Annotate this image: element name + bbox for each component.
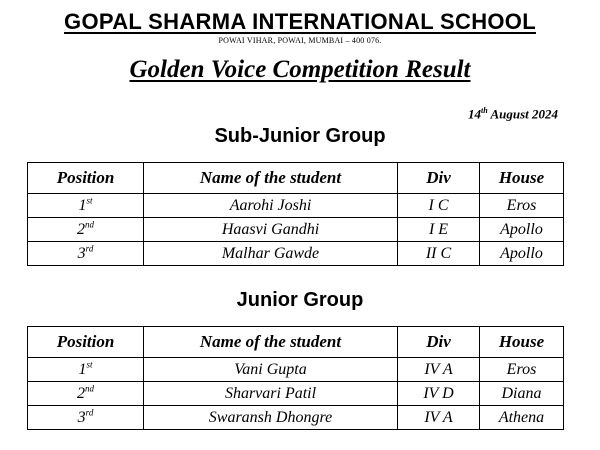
column-header-name: Name of the student <box>144 163 398 194</box>
position-cell <box>28 406 144 430</box>
house-cell: Eros <box>480 358 564 382</box>
student-name-cell: Aarohi Joshi <box>144 194 398 218</box>
house-cell: Eros <box>480 194 564 218</box>
position-suffix: rd <box>85 407 94 418</box>
result-date <box>468 106 558 122</box>
div-cell: IV D <box>398 382 480 406</box>
column-header-house: House <box>480 327 564 358</box>
position-suffix: nd <box>85 219 94 230</box>
position-number: 1 <box>78 196 87 214</box>
student-name-cell: Vani Gupta <box>144 358 398 382</box>
page-title: Golden Voice Competition Result <box>129 56 471 83</box>
column-header-div: Div <box>398 163 480 194</box>
column-header-name: Name of the student <box>144 327 398 358</box>
div-cell: IV A <box>398 358 480 382</box>
position-cell <box>28 242 144 266</box>
table-row <box>28 194 564 218</box>
column-header-div: Div <box>398 327 480 358</box>
position-suffix: rd <box>85 243 94 254</box>
position-suffix: st <box>86 359 93 370</box>
school-address: POWAI VIHAR, POWAI, MUMBAI – 400 076. <box>218 36 382 45</box>
table-header-row <box>28 327 564 358</box>
position-cell <box>28 358 144 382</box>
result-table-junior <box>27 326 564 430</box>
div-cell: IV A <box>398 406 480 430</box>
date-suffix: th <box>481 106 488 115</box>
house-cell: Apollo <box>480 218 564 242</box>
div-cell: I E <box>398 218 480 242</box>
table-row <box>28 242 564 266</box>
div-cell: II C <box>398 242 480 266</box>
column-header-position: Position <box>28 163 144 194</box>
position-number: 2 <box>77 384 85 402</box>
table-row <box>28 218 564 242</box>
student-name-cell: Swaransh Dhongre <box>144 406 398 430</box>
position-suffix: st <box>86 195 93 206</box>
student-name-cell: Haasvi Gandhi <box>144 218 398 242</box>
position-number: 3 <box>77 408 86 426</box>
group-heading-junior: Junior Group <box>236 289 364 311</box>
house-cell: Athena <box>480 406 564 430</box>
house-cell: Diana <box>480 382 564 406</box>
position-cell <box>28 194 144 218</box>
table-header-row <box>28 163 564 194</box>
result-table-sub-junior <box>27 162 564 266</box>
position-suffix: nd <box>85 383 94 394</box>
column-header-house: House <box>480 163 564 194</box>
column-header-position: Position <box>28 327 144 358</box>
school-name: GOPAL SHARMA INTERNATIONAL SCHOOL <box>64 9 536 34</box>
group-heading-sub-junior: Sub-Junior Group <box>214 125 386 147</box>
position-cell <box>28 218 144 242</box>
position-number: 1 <box>78 360 87 378</box>
student-name-cell: Sharvari Patil <box>144 382 398 406</box>
table-row <box>28 406 564 430</box>
student-name-cell: Malhar Gawde <box>144 242 398 266</box>
date-day: 14 <box>468 106 481 122</box>
position-number: 2 <box>77 220 85 238</box>
div-cell: I C <box>398 194 480 218</box>
house-cell: Apollo <box>480 242 564 266</box>
position-cell <box>28 382 144 406</box>
table-row <box>28 358 564 382</box>
table-row <box>28 382 564 406</box>
date-month-year: August 2024 <box>487 106 558 122</box>
position-number: 3 <box>77 244 86 262</box>
